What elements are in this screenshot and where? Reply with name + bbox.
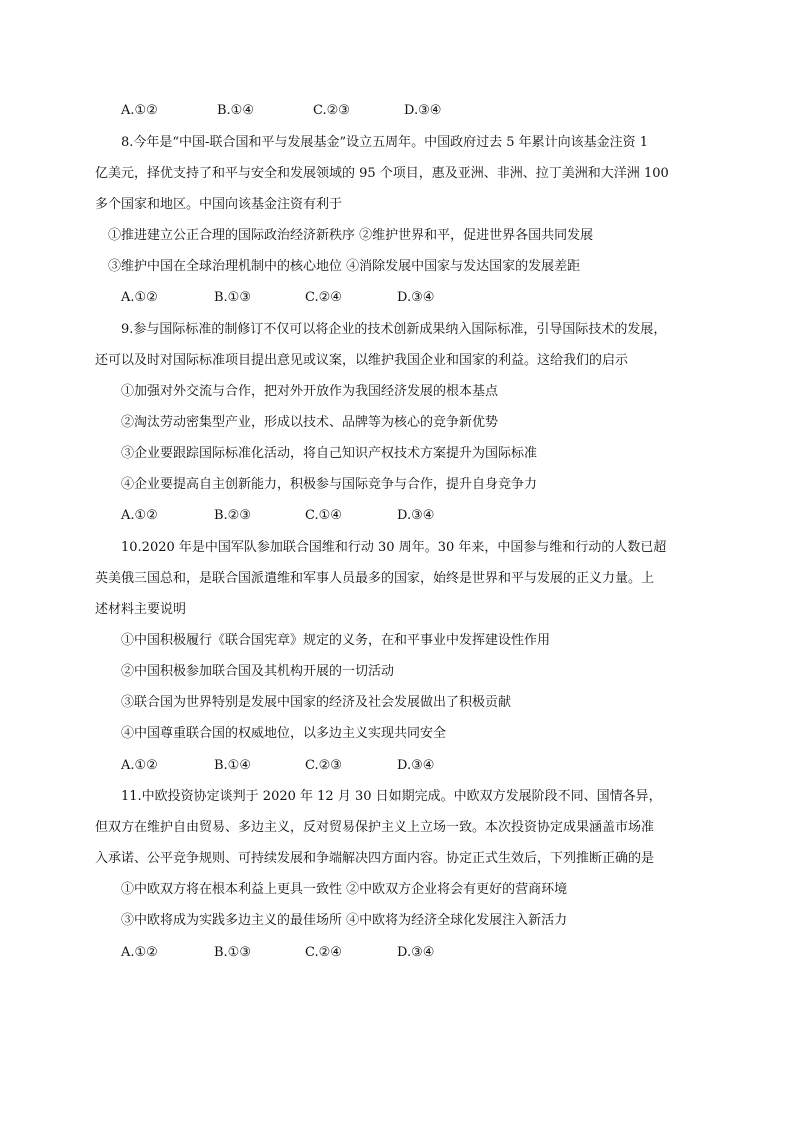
- q10-option-1: ①中国积极履行《联合国宪章》规定的义务，在和平事业中发挥建设性作用: [121, 633, 551, 648]
- q10-option-3: ③联合国为世界特别是发展中国家的经济及社会发展做出了积极贡献: [121, 695, 512, 710]
- q8-choice-c[interactable]: C.②④: [305, 290, 342, 305]
- q7-choice-c[interactable]: C.②③: [313, 103, 350, 118]
- q9-stem-line-2: 还可以及时对国际标准项目提出意见或议案，以维护我国企业和国家的利益。这给我们的启示: [95, 353, 629, 368]
- q9-option-1: ①加强对外交流与合作，把对外开放作为我国经济发展的根本基点: [121, 384, 499, 399]
- q9-option-2: ②淘汰劳动密集型产业，形成以技术、品牌等为核心的竞争新优势: [121, 415, 499, 430]
- q11-option-line-1: ①中欧双方将在根本利益上更具一致性 ②中欧双方企业将会有更好的营商环境: [121, 882, 568, 897]
- q8-choice-a[interactable]: A.①②: [121, 290, 158, 305]
- q9-choice-c[interactable]: C.①④: [305, 508, 342, 523]
- q9-option-4: ④企业要提高自主创新能力，积极参与国际竞争与合作，提升自身竞争力: [121, 477, 538, 492]
- q10-choice-a[interactable]: A.①②: [121, 758, 158, 773]
- q11-choice-d[interactable]: D.③④: [397, 945, 435, 960]
- q9-option-3: ③企业要跟踪国际标准化活动，将自己知识产权技术方案提升为国际标准: [121, 446, 538, 461]
- q11-choice-c[interactable]: C.②④: [305, 945, 342, 960]
- q7-choice-d[interactable]: D.③④: [404, 103, 442, 118]
- q9-choice-b[interactable]: B.②③: [214, 508, 251, 523]
- q10-option-4: ④中国尊重联合国的权威地位，以多边主义实现共同安全: [121, 726, 447, 741]
- q10-choice-b[interactable]: B.①④: [214, 758, 251, 773]
- q9-choice-a[interactable]: A.①②: [121, 508, 158, 523]
- q9-choice-d[interactable]: D.③④: [397, 508, 435, 523]
- q11-stem-line-2: 但双方在维护自由贸易、多边主义，反对贸易保护主义上立场一致。本次投资协定成果涵盖市场准: [95, 820, 655, 835]
- q10-choice-d[interactable]: D.③④: [397, 758, 435, 773]
- q10-option-2: ②中国积极参加联合国及其机构开展的一切活动: [121, 664, 395, 679]
- q10-stem-line-1: 10.2020 年是中国军队参加联合国维和行动 30 周年。30 年来，中国参与维和行动的人数已超: [121, 540, 667, 555]
- q8-option-line-2: ③维护中国在全球治理机制中的核心地位 ④消除发展中国家与发达国家的发展差距: [108, 259, 581, 274]
- q11-stem-line-1: 11.中欧投资协定谈判于 2020 年 12 月 30 日如期完成。中欧双方发展阶段不同、国情各异，: [121, 789, 662, 804]
- q8-stem-line-3: 多个国家和地区。中国向该基金注资有利于: [95, 197, 343, 212]
- q9-stem-line-1: 9.参与国际标准的制修订不仅可以将企业的技术创新成果纳入国际标准，引导国际技术的发展，: [121, 322, 667, 337]
- q8-choice-b[interactable]: B.①③: [214, 290, 251, 305]
- q10-choice-c[interactable]: C.②③: [305, 758, 342, 773]
- q8-stem-line-2: 亿美元，择优支持了和平与安全和发展领域的 95 个项目，惠及亚洲、非洲、拉丁美洲和大洋洲 100: [95, 166, 669, 181]
- q8-stem-line-1: 8.今年是“中国-联合国和平与发展基金”设立五周年。中国政府过去 5 年累计向该基金注资 1: [121, 135, 649, 150]
- q11-stem-line-3: 入承诺、公平竞争规则、可持续发展和争端解决四方面内容。协定正式生效后，下列推断正确的是: [95, 851, 655, 866]
- q10-stem-line-2: 英美俄三国总和，是联合国派遣维和军事人员最多的国家，始终是世界和平与发展的正义力量。上: [95, 571, 655, 586]
- q11-choice-a[interactable]: A.①②: [121, 945, 158, 960]
- q7-choice-b[interactable]: B.①④: [217, 103, 254, 118]
- q10-stem-line-3: 述材料主要说明: [95, 602, 187, 617]
- q11-option-line-2: ③中欧将成为实践多边主义的最佳场所 ④中欧将为经济全球化发展注入新活力: [121, 913, 568, 928]
- q8-choice-d[interactable]: D.③④: [397, 290, 435, 305]
- q7-choice-a[interactable]: A.①②: [121, 103, 158, 118]
- q8-option-line-1: ①推进建立公正合理的国际政治经济新秩序 ②维护世界和平，促进世界各国共同发展: [108, 228, 594, 243]
- q11-choice-b[interactable]: B.①③: [214, 945, 251, 960]
